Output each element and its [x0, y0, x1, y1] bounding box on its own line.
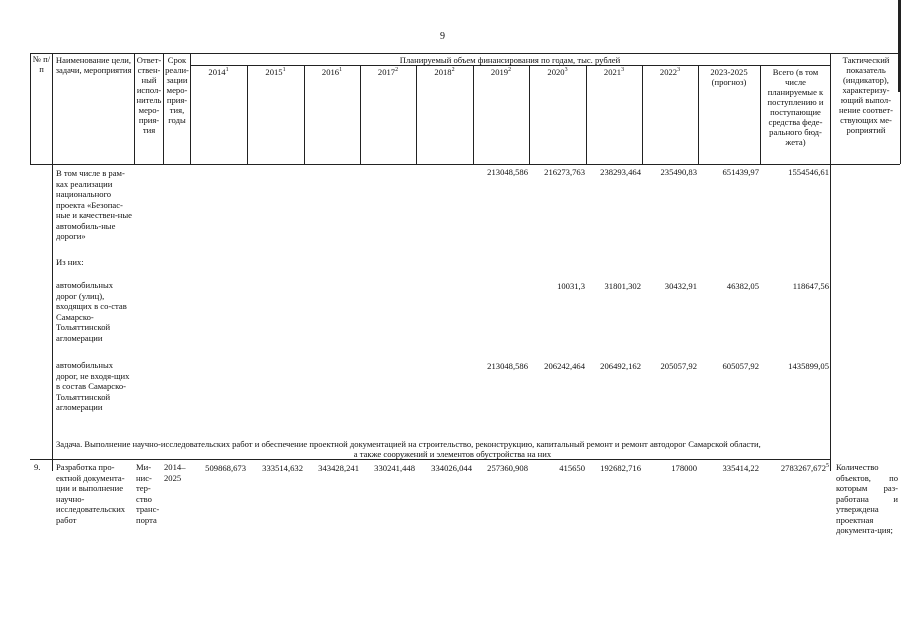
col-border	[304, 65, 305, 164]
value-cell: 206242,464	[544, 361, 585, 371]
header-col-executor: Ответ-ствен-ный испол-нитель меро-прия-тия	[136, 55, 162, 135]
value-cell: 118647,56	[792, 281, 829, 291]
value-cell: 343428,241	[318, 463, 359, 473]
item9-number: 9.	[34, 462, 41, 472]
header-year-0: 2014$^1$	[208, 67, 229, 77]
funding-header-rule	[190, 65, 830, 66]
value-cell: 206492,162	[600, 361, 641, 371]
value-cell: 415650	[559, 463, 585, 473]
value-cell: 213048,586	[487, 167, 528, 177]
header-year-3: 2017$^2$	[377, 67, 399, 77]
value-cell: 31801,302	[604, 281, 641, 291]
header-col-total: Всего (в том числе планируемые к поступлению и поступающие средства феде-рального бюд-жета)	[767, 67, 824, 147]
col-border	[473, 65, 474, 164]
col-border	[247, 65, 248, 164]
header-year-6: 2020$^3$	[547, 67, 568, 77]
value-cell: 509868,673	[205, 463, 246, 473]
value-cell: 1554546,61	[788, 167, 829, 177]
header-col-name: Наименование цели, задачи, мероприятия	[55, 55, 132, 75]
value-cell: 334026,044	[431, 463, 472, 473]
value-cell: 235490,83	[660, 167, 697, 177]
value-cell: 1435899,05	[788, 361, 829, 371]
header-year-5: 2019$^2$	[490, 67, 512, 77]
row-agglomeration-name: автомобильных дорог (улиц), входящих в со-став Самарско-Тольяттинской агломерации	[56, 280, 127, 343]
row-national-project-name: В том числе в рам-ках реализации национального проекта «Безопас-ные и качествен-ные автомобиль-ные дороги»	[56, 168, 132, 241]
value-cell: 605057,92	[722, 361, 759, 371]
col-border	[642, 65, 643, 164]
col-border	[586, 65, 587, 164]
value-cell: 205057,92	[660, 361, 697, 371]
item9-executor: Ми-нис-тер-ство транс-порта	[136, 462, 160, 525]
header-year-4: 2018$^2$	[434, 67, 455, 77]
header-year-7: 2021$^3$	[603, 67, 625, 77]
header-year-9: 2023-2025 (прогноз)	[710, 67, 748, 87]
header-col-term: Срок реали-зации меро-прия-тия, годы	[165, 55, 189, 125]
value-cell: 30432,91	[664, 281, 697, 291]
value-cell: 192682,716	[600, 463, 641, 473]
row-non-agglomeration-name: автомобильных дорог, не входя-щих в состав Самарско-Тольяттинской агломерации	[56, 360, 130, 412]
value-cell: 257360,908	[487, 463, 528, 473]
value-cell: 216273,763	[544, 167, 585, 177]
task-text-line2: а также сооружений и элементов обустройства на них	[353, 449, 552, 459]
col-border	[52, 53, 53, 471]
header-year-2: 2016$^1$	[321, 67, 343, 77]
value-cell: 651439,97	[722, 167, 759, 177]
header-col-number: № п/п	[32, 54, 51, 74]
item9-name: Разработка про-ектной документа-ции и выполнение научно-исследовательских работ	[56, 462, 126, 525]
page-number: 9	[440, 31, 445, 42]
of-which-label: Из них:	[56, 257, 84, 267]
value-cell: 178000	[671, 463, 697, 473]
col-border	[760, 65, 761, 164]
item9-term: 2014– 2025	[164, 462, 186, 483]
table-top-border	[30, 53, 900, 54]
value-cell: 330241,448	[374, 463, 415, 473]
value-cell: 46382,05	[726, 281, 759, 291]
header-bottom-border	[30, 164, 900, 165]
col-border	[416, 65, 417, 164]
value-cell: 10031,3	[557, 281, 585, 291]
col-border	[830, 53, 831, 471]
value-cell: 238293,464	[600, 167, 641, 177]
header-funding-title: Планируемый объем финансирования по годам, тыс. рублей	[399, 55, 621, 65]
header-year-8: 2022$^3$	[659, 67, 681, 77]
value-cell: 335414,22	[722, 463, 759, 473]
col-border	[360, 65, 361, 164]
value-cell: 213048,586	[487, 361, 528, 371]
header-year-1: 2015$^1$	[265, 67, 286, 77]
value-cell: 333514,632	[262, 463, 303, 473]
header-col-indicator: Тактический показатель (индикатор), характеризу-ющий выпол-нение соответ-ствующих ме-роприятий	[838, 55, 894, 135]
col-border	[529, 65, 530, 164]
value-cell: 2783267,672$^5$	[780, 463, 829, 473]
item9-top-border	[30, 459, 830, 460]
task-text-line1: Задача. Выполнение научно-исследовательских работ и обеспечение проектной документацией на строительство, реконструкцию, капитальный ремонт и ремонт автодорог Самарской области,	[56, 439, 761, 449]
item9-indicator: Количество объектов, по которым раз-работана и утверждена проектная документа-ция;	[836, 462, 898, 535]
